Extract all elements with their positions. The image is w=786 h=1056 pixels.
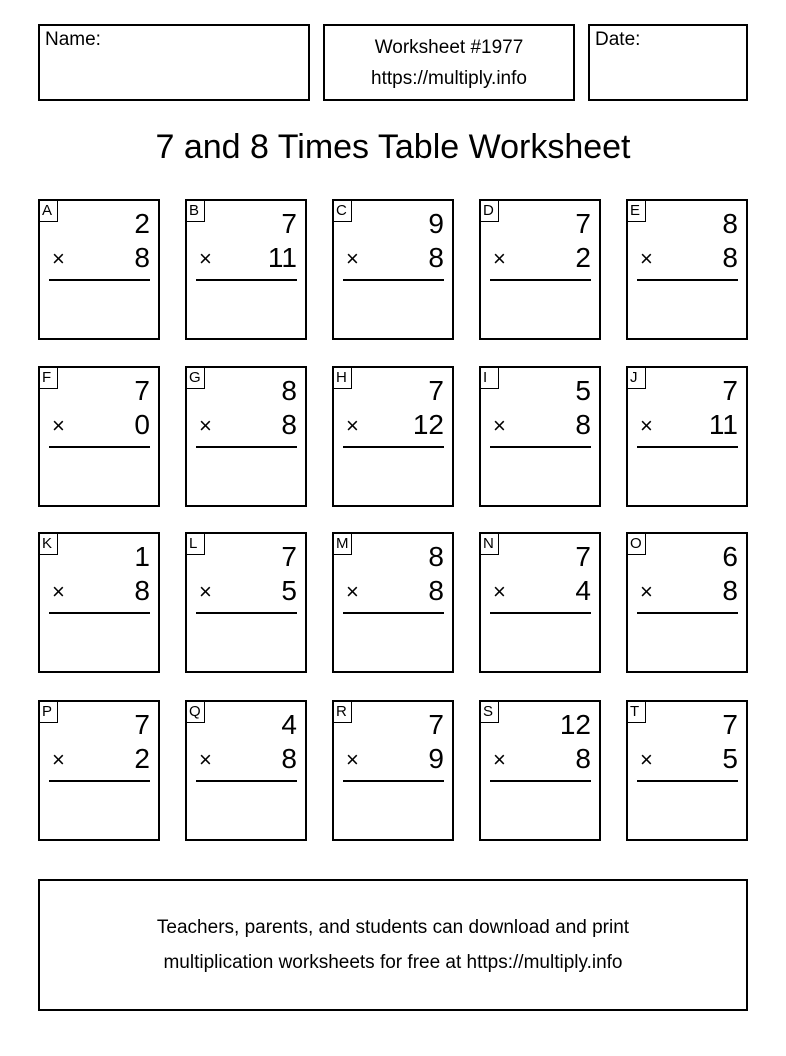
times-icon: × <box>346 579 359 604</box>
times-icon: × <box>640 413 653 438</box>
times-icon: × <box>640 246 653 271</box>
problem-card[interactable] <box>626 532 748 673</box>
answer-line <box>343 780 444 782</box>
problem-bottom-number: 2 <box>134 743 150 774</box>
times-icon: × <box>52 747 65 772</box>
name-label: Name: <box>45 29 101 50</box>
answer-line <box>343 446 444 448</box>
page-title: 7 and 8 Times Table Worksheet <box>155 128 631 166</box>
problem-bottom-number: 8 <box>428 575 444 606</box>
problem-top-number: 8 <box>428 541 444 572</box>
problem-letter: E <box>626 199 646 222</box>
problem-card[interactable] <box>38 366 160 507</box>
problem-letter: R <box>332 700 352 723</box>
problem-letter: A <box>38 199 58 222</box>
times-icon: × <box>346 747 359 772</box>
problem-bottom-number: 0 <box>134 409 150 440</box>
problem-letter: H <box>332 366 352 389</box>
answer-line <box>343 279 444 281</box>
problem-bottom-number: 5 <box>281 575 297 606</box>
problem-top-number: 7 <box>575 541 591 572</box>
problem-bottom-number: 8 <box>575 409 591 440</box>
answer-line <box>637 446 738 448</box>
problem-card[interactable] <box>185 199 307 340</box>
times-icon: × <box>199 246 212 271</box>
footer-line-2: multiplication worksheets for free at https://multiply.info <box>163 952 623 973</box>
times-icon: × <box>493 246 506 271</box>
footer-box <box>38 879 748 1011</box>
times-icon: × <box>493 413 506 438</box>
problem-top-number: 7 <box>134 709 150 740</box>
problem-letter: P <box>38 700 58 723</box>
problem-top-number: 2 <box>134 208 150 239</box>
answer-line <box>49 612 150 614</box>
name-field[interactable] <box>38 24 310 101</box>
problem-bottom-number: 8 <box>722 575 738 606</box>
problem-top-number: 1 <box>134 541 150 572</box>
answer-line <box>49 780 150 782</box>
problem-letter: K <box>38 532 58 555</box>
answer-line <box>49 446 150 448</box>
problem-top-number: 7 <box>281 541 297 572</box>
problem-top-number: 7 <box>428 375 444 406</box>
problem-bottom-number: 8 <box>281 409 297 440</box>
answer-line <box>343 612 444 614</box>
problem-card[interactable] <box>626 700 748 841</box>
answer-line <box>490 279 591 281</box>
problem-letter: N <box>479 532 499 555</box>
times-icon: × <box>52 579 65 604</box>
answer-line <box>490 780 591 782</box>
problem-letter: B <box>185 199 205 222</box>
times-icon: × <box>199 747 212 772</box>
problem-top-number: 7 <box>722 375 738 406</box>
problem-letter: I <box>479 366 499 389</box>
problem-top-number: 4 <box>281 709 297 740</box>
problem-card[interactable] <box>332 700 454 841</box>
problem-top-number: 7 <box>428 709 444 740</box>
answer-line <box>196 279 297 281</box>
answer-line <box>196 446 297 448</box>
problem-letter: O <box>626 532 646 555</box>
problem-bottom-number: 11 <box>708 409 738 440</box>
problem-card[interactable] <box>332 199 454 340</box>
worksheet-website[interactable]: https://multiply.info <box>371 68 527 89</box>
problem-letter: T <box>626 700 646 723</box>
problem-bottom-number: 2 <box>575 242 591 273</box>
problem-letter: S <box>479 700 499 723</box>
problem-bottom-number: 8 <box>575 743 591 774</box>
problem-card[interactable] <box>185 532 307 673</box>
problem-bottom-number: 11 <box>267 242 297 273</box>
problem-card[interactable] <box>479 366 601 507</box>
problem-top-number: 7 <box>575 208 591 239</box>
problem-card[interactable] <box>332 532 454 673</box>
problem-bottom-number: 8 <box>722 242 738 273</box>
answer-line <box>637 279 738 281</box>
problem-bottom-number: 8 <box>281 743 297 774</box>
problem-letter: F <box>38 366 58 389</box>
problem-bottom-number: 5 <box>722 743 738 774</box>
problem-card[interactable] <box>479 199 601 340</box>
problem-card[interactable] <box>626 199 748 340</box>
problem-letter: J <box>626 366 646 389</box>
problem-top-number: 6 <box>722 541 738 572</box>
times-icon: × <box>199 579 212 604</box>
times-icon: × <box>199 413 212 438</box>
problem-card[interactable] <box>479 532 601 673</box>
problem-top-number: 5 <box>575 375 591 406</box>
problem-bottom-number: 9 <box>428 743 444 774</box>
answer-line <box>196 780 297 782</box>
times-icon: × <box>640 747 653 772</box>
problem-card[interactable] <box>332 366 454 507</box>
problem-top-number: 7 <box>281 208 297 239</box>
answer-line <box>490 612 591 614</box>
times-icon: × <box>493 579 506 604</box>
times-icon: × <box>640 579 653 604</box>
problem-top-number: 8 <box>281 375 297 406</box>
problem-top-number: 7 <box>722 709 738 740</box>
problem-card[interactable] <box>479 700 601 841</box>
worksheet-info-box <box>323 24 575 101</box>
answer-line <box>490 446 591 448</box>
footer-line-1: Teachers, parents, and students can download and print <box>156 917 630 938</box>
problem-letter: G <box>185 366 205 389</box>
worksheet-number: Worksheet #1977 <box>374 37 524 58</box>
problem-top-number: 8 <box>722 208 738 239</box>
problem-card[interactable] <box>38 199 160 340</box>
problem-card[interactable] <box>626 366 748 507</box>
problem-card[interactable] <box>185 366 307 507</box>
problem-letter: L <box>185 532 205 555</box>
problem-letter: Q <box>185 700 205 723</box>
answer-line <box>637 780 738 782</box>
answer-line <box>49 279 150 281</box>
times-icon: × <box>346 246 359 271</box>
problem-card[interactable] <box>185 700 307 841</box>
times-icon: × <box>346 413 359 438</box>
problem-letter: M <box>332 532 352 555</box>
answer-line <box>196 612 297 614</box>
problem-bottom-number: 8 <box>134 575 150 606</box>
problem-bottom-number: 8 <box>134 242 150 273</box>
problem-top-number: 12 <box>559 709 591 740</box>
times-icon: × <box>52 413 65 438</box>
problem-letter: D <box>479 199 499 222</box>
problem-bottom-number: 4 <box>575 575 591 606</box>
problem-card[interactable] <box>38 532 160 673</box>
times-icon: × <box>52 246 65 271</box>
date-label: Date: <box>595 29 641 50</box>
problem-top-number: 7 <box>134 375 150 406</box>
problem-letter: C <box>332 199 352 222</box>
problem-top-number: 9 <box>428 208 444 239</box>
times-icon: × <box>493 747 506 772</box>
date-field[interactable] <box>588 24 748 101</box>
problem-bottom-number: 12 <box>412 409 444 440</box>
answer-line <box>637 612 738 614</box>
problem-card[interactable] <box>38 700 160 841</box>
problem-bottom-number: 8 <box>428 242 444 273</box>
